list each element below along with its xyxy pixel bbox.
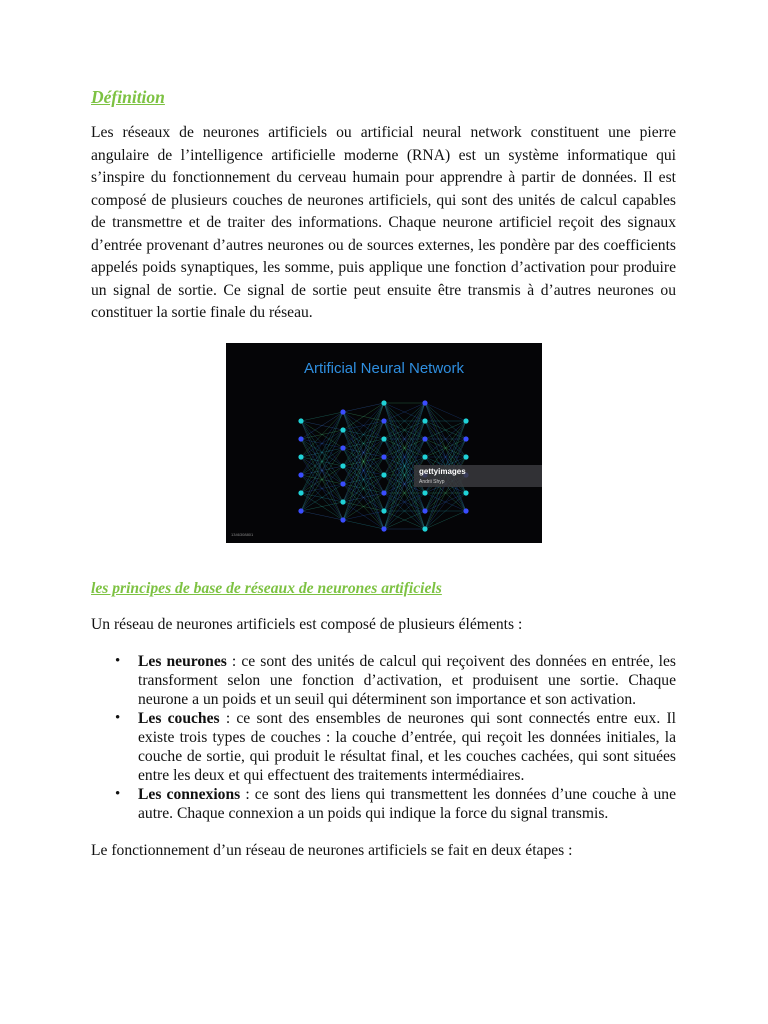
- neuron-node: [381, 526, 386, 531]
- neuron-node: [422, 526, 427, 531]
- connection-line: [343, 439, 384, 520]
- connection-line: [343, 403, 384, 502]
- list-item-text: : ce sont des liens qui transmettent les données d’une couche à une autre. Chaque connexion a un poids qui indique la force du signal transmis.: [138, 785, 676, 822]
- connection-line: [425, 511, 466, 529]
- list-item-text: : ce sont des ensembles de neurones qui sont connectés entre eux. Il existe trois types de couches : la couche d’entrée, qui reçoit les données initiales, la couche de sortie, qui produit le résultat final, et les couches cachées, qui sont situées entre les deux et qui effectuent des traitements intermédiaires.: [138, 709, 676, 784]
- connection-line: [425, 403, 466, 421]
- neuron-node: [381, 508, 386, 513]
- connection-line: [343, 403, 384, 448]
- neuron-node: [340, 499, 345, 504]
- neuron-node: [298, 436, 303, 441]
- list-item-text: : ce sont des unités de calcul qui reçoivent des données en entrée, les transforment selon une fonction d’activation, et produisent une sortie. Chaque neurone a un poids et un seuil qui déterminent son importance et son activation.: [138, 652, 676, 708]
- connection-line: [343, 493, 384, 520]
- connection-line: [301, 412, 343, 421]
- neuron-node: [340, 409, 345, 414]
- connection-line: [301, 511, 343, 520]
- bullet-icon: •: [115, 652, 121, 669]
- list-item-term: Les connexions: [138, 785, 241, 803]
- neuron-node: [340, 463, 345, 468]
- neuron-node: [422, 490, 427, 495]
- connection-line: [343, 403, 384, 412]
- list-item-term: Les neurones: [138, 652, 227, 670]
- neuron-node: [422, 436, 427, 441]
- connection-line: [301, 412, 343, 511]
- connection-line: [301, 412, 343, 475]
- functioning-intro: Le fonctionnement d’un réseau de neurones artificiels se fait en deux étapes :: [91, 841, 573, 859]
- neuron-node: [298, 490, 303, 495]
- connection-line: [343, 511, 384, 520]
- connection-line: [301, 484, 343, 511]
- list-item: [115, 709, 676, 785]
- document-page: [91, 86, 676, 861]
- list-item: [115, 785, 676, 823]
- neuron-node: [298, 472, 303, 477]
- neuron-node: [463, 418, 468, 423]
- connection-line: [301, 430, 343, 511]
- neural-network-illustration: [226, 343, 542, 543]
- neuron-node: [340, 427, 345, 432]
- connection-line: [301, 448, 343, 511]
- neuron-node: [381, 454, 386, 459]
- watermark-credit: Andrii Shyp: [419, 478, 445, 485]
- neuron-node: [463, 508, 468, 513]
- connection-line: [301, 412, 343, 439]
- neuron-node: [381, 490, 386, 495]
- neuron-node: [381, 436, 386, 441]
- neural-network-image: [226, 343, 542, 543]
- connection-line: [343, 403, 384, 466]
- neuron-node: [340, 445, 345, 450]
- list-item-term: Les couches: [138, 709, 220, 727]
- connection-line: [343, 403, 384, 484]
- connection-line: [301, 412, 343, 493]
- figure-title: Artificial Neural Network: [303, 359, 465, 377]
- connection-line: [343, 403, 384, 520]
- neuron-node: [422, 454, 427, 459]
- principes-intro: Un réseau de neurones artificiels est composé de plusieurs éléments :: [91, 615, 523, 633]
- elements-list: [91, 652, 676, 823]
- connection-line: [301, 466, 343, 511]
- neuron-node: [298, 454, 303, 459]
- bullet-icon: •: [115, 709, 121, 726]
- connection-line: [343, 421, 384, 520]
- definition-paragraph: Les réseaux de neurones artificiels ou artificial neural network constituent une pierre angulaire de l’intelligence artificielle moderne (RNA) est un système informatique qui s’inspire du fonctionnement du cerveau humain pour apprendre à partir de données. Il est composé de plusieurs couches de neurones artificiels, qui sont des unités de calcul capables de transmettre et de traiter des informations. Chaque neurone artificiel reçoit des signaux d’entrée provenant d’autres neurones ou de sources externes, les pondère par des coefficients appelés poids synaptiques, les somme, puis applique une fonction d’activation pour produire un signal de sortie. Ce signal de sortie peut ensuite être transmis à d’autres neurones ou constituer la sortie finale du réseau.: [91, 124, 676, 321]
- connection-line: [301, 412, 343, 457]
- neuron-node: [463, 436, 468, 441]
- connection-line: [343, 457, 384, 520]
- neuron-node: [381, 400, 386, 405]
- bullet-icon: •: [115, 785, 121, 802]
- neuron-node: [381, 418, 386, 423]
- neuron-node: [381, 472, 386, 477]
- connection-line: [301, 502, 343, 511]
- section-title-principes: les principes de base de réseaux de neurones artificiels: [91, 579, 442, 597]
- neuron-node: [422, 400, 427, 405]
- list-item: [115, 652, 676, 709]
- neuron-node: [422, 418, 427, 423]
- connection-line: [343, 475, 384, 520]
- neuron-node: [463, 454, 468, 459]
- section-title-definition: Définition: [91, 87, 165, 107]
- neuron-node: [463, 490, 468, 495]
- neuron-node: [298, 418, 303, 423]
- connection-line: [343, 520, 384, 529]
- neuron-node: [298, 508, 303, 513]
- connection-line: [343, 403, 384, 430]
- image-id-tag: 1346308801: [231, 531, 254, 537]
- neuron-node: [340, 481, 345, 486]
- watermark-brand: gettyimages: [419, 466, 466, 476]
- neuron-node: [340, 517, 345, 522]
- neuron-node: [422, 508, 427, 513]
